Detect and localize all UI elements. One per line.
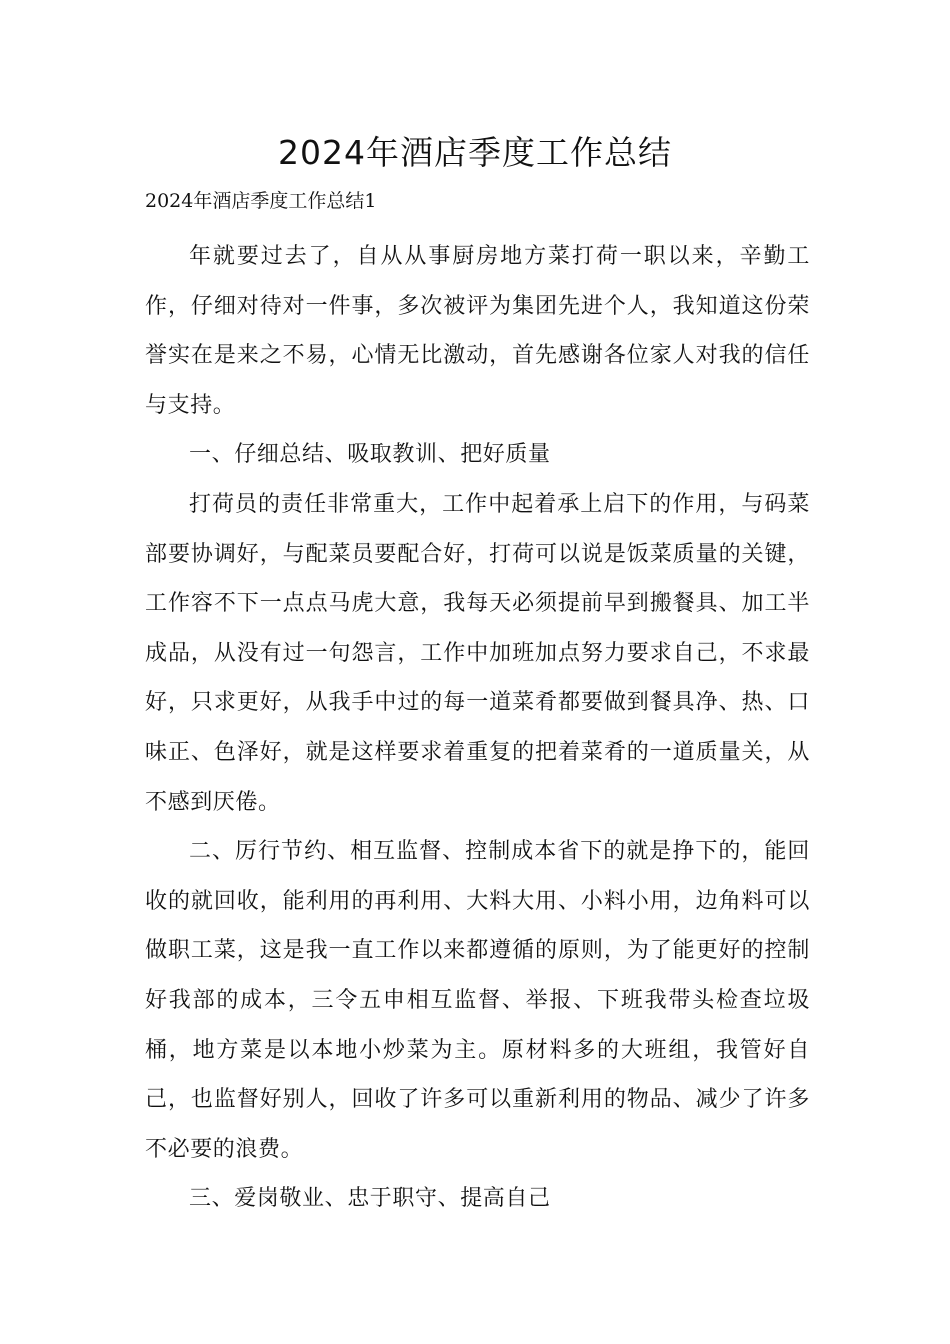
intro-paragraph: 年就要过去了，自从从事厨房地方菜打荷一职以来，辛勤工作，仔细对待对一件事，多次被评为集团先进个人，我知道这份荣誉实在是来之不易，心情无比激动，首先感谢各位家人对我的信任与支持。 [145, 244, 810, 418]
section-heading-3: 三、爱岗敬业、忠于职守、提高自己 [189, 1186, 551, 1212]
section-2-paragraph: 二、厉行节约、相互监督、控制成本省下的就是挣下的，能回收的就回收，能利用的再利用、大料大用、小料小用，边角料可以做职工菜，这是我一直工作以来都遵循的原则，为了能更好的控制好我部的成本，三令五申相互监督、举报、下班我带头检查垃圾桶，地方菜是以本地小炒菜为主。原材料多的大班组，我管好自己，也监督好别人，回收了许多可以重新利用的物品、减少了许多不必要的浪费。 [145, 839, 810, 1162]
document-title: 2024年酒店季度工作总结 [278, 133, 672, 172]
document-body [145, 232, 810, 1224]
section-1-paragraph: 打荷员的责任非常重大，工作中起着承上启下的作用，与码菜部要协调好，与配菜员要配合好，打荷可以说是饭菜质量的关键，工作容不下一点点马虎大意，我每天必须提前早到搬餐具、加工半成品，从没有过一句怨言，工作中加班加点努力要求自己，不求最好，只求更好，从我手中过的每一道菜肴都要做到餐具净、热、口味正、色泽好，就是这样要求着重复的把着菜肴的一道质量关，从不感到厌倦。 [145, 491, 810, 815]
section-heading-1: 一、仔细总结、吸取教训、把好质量 [189, 442, 551, 468]
document-subtitle: 2024年酒店季度工作总结1 [145, 190, 377, 212]
